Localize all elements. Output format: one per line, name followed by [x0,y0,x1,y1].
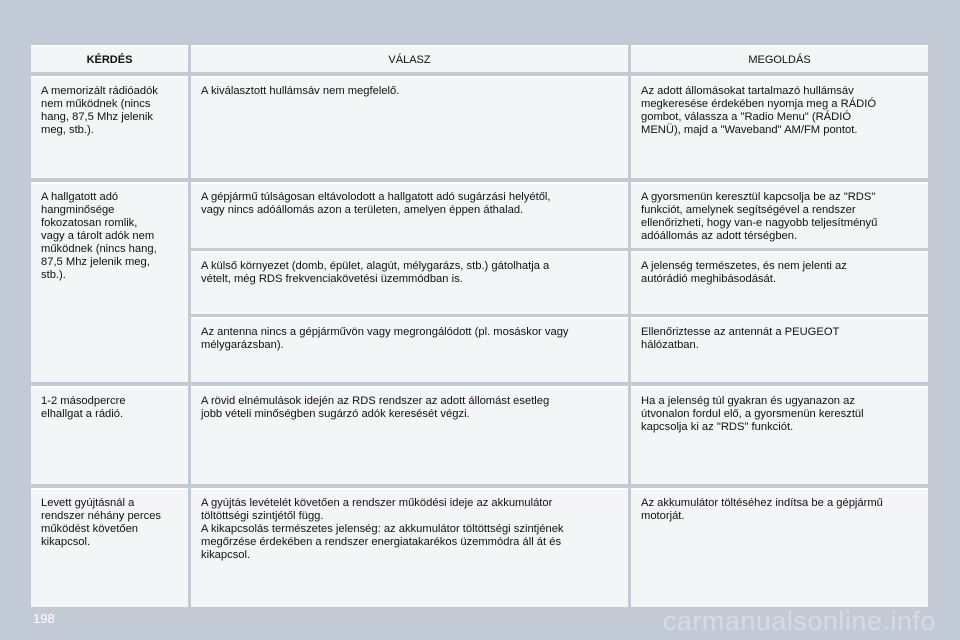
row-1-answer: A kiválasztott hullámsáv nem megfelelő. [191,76,628,178]
row-3-solution: Ha a jelenség túl gyakran és ugyanazon az útvonalon fordul elő, a gyorsmenün keresztül kapcsolja ki az "RDS" funkciót. [631,386,928,484]
row-2-solution-1: A gyorsmenün keresztül kapcsolja be az "RDS" funkciót, amelynek segítségével a rendszer ellenőrizheti, hogy van-e nagyobb teljesítményű adóállomás az adott térségben. [631,182,928,248]
header-solution: MEGOLDÁS [631,45,928,72]
row-2-solution-3: Ellenőriztesse az antennát a PEUGEOT hálózatban. [631,317,928,382]
row-4-solution: Az akkumulátor töltéséhez indítsa be a gépjármű motorját. [631,488,928,607]
row-2-solution-2: A jelenség természetes, és nem jelenti az autórádió meghibásodását. [631,251,928,314]
row-2-answer-1: A gépjármű túlságosan eltávolodott a hallgatott adó sugárzási helyétől, vagy nincs adóállomás azon a területen, amelyen éppen áthalad. [191,182,628,248]
row-2-answer-2: A külső környezet (domb, épület, alagút, mélygarázs, stb.) gátolhatja a vételt, még RDS frekvenciakövetési üzemmódban is. [191,251,628,314]
row-2-answer-3: Az antenna nincs a gépjárművön vagy megrongálódott (pl. mosáskor vagy mélygarázsban). [191,317,628,382]
row-2-question: A hallgatott adó hangminősége fokozatosan romlik, vagy a tárolt adók nem működnek (nincs hang, 87,5 Mhz jelenik meg, stb.). [31,182,188,382]
page-number: 198 [33,611,55,626]
row-1-question: A memorizált rádióadók nem működnek (nincs hang, 87,5 Mhz jelenik meg, stb.). [31,76,188,178]
row-3-answer: A rövid elnémulások idején az RDS rendszer az adott állomást esetleg jobb vételi minőségben sugárzó adók keresését végzi. [191,386,628,484]
row-1-solution: Az adott állomásokat tartalmazó hullámsáv megkeresése érdekében nyomja meg a RÁDIÓ gombot, válassza a "Radio Menu" (RÁDIÓ MENÜ), majd a "Waveband" AM/FM pontot. [631,76,928,178]
header-question: KÉRDÉS [31,45,188,72]
header-answer: VÁLASZ [191,45,628,72]
watermark: carmanualsonline.info [662,606,936,636]
row-3-question: 1-2 másodpercre elhallgat a rádió. [31,386,188,484]
row-4-answer: A gyújtás levételét követően a rendszer működési ideje az akkumulátor töltöttségi szintjétől függ. A kikapcsolás természetes jelenség: az akkumulátor töltöttségi szintjének megőrzése érdekében a rendszer energiatakarékos üzemmódra áll át és kikapcsol. [191,488,628,607]
row-4-question: Levett gyújtásnál a rendszer néhány perces működést követően kikapcsol. [31,488,188,607]
